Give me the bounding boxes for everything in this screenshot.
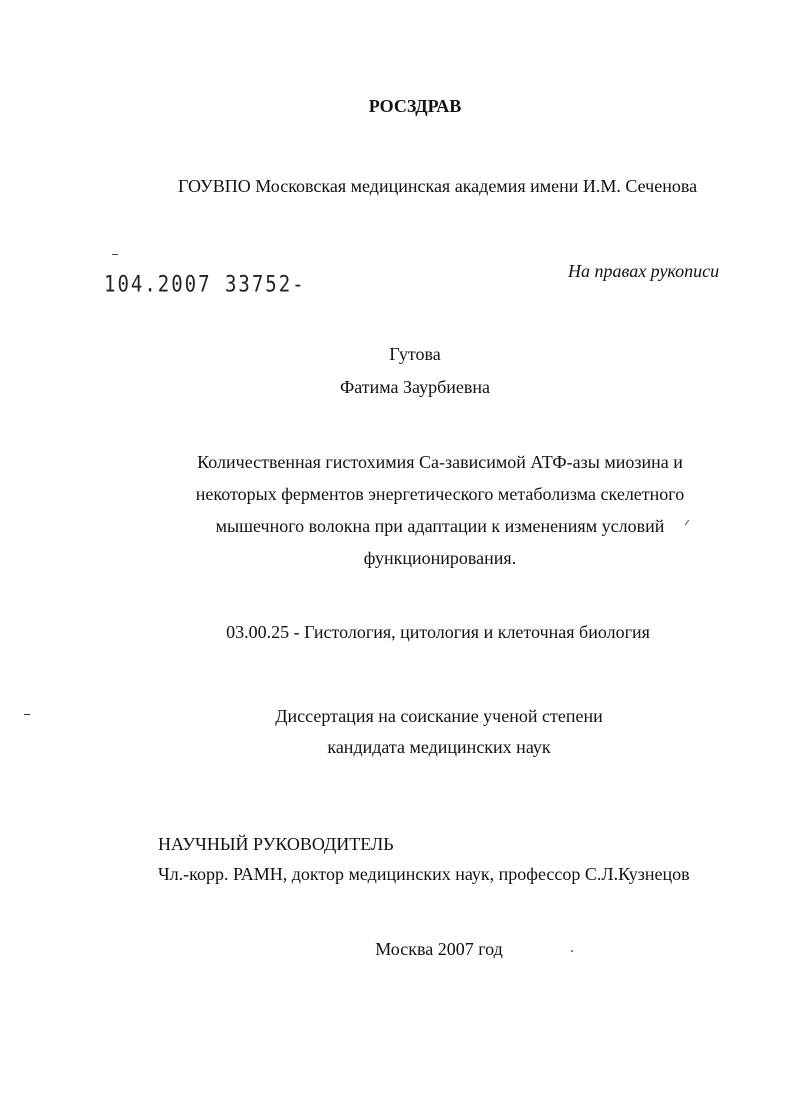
thesis-title-line-1: Количественная гистохимия Са-зависимой АТФ-азы миозина и	[197, 452, 683, 472]
registration-stamp-number: 104.2007 33752-	[104, 272, 306, 298]
city-year: Москва 2007 год	[375, 939, 503, 959]
page-title-organization: РОСЗДРАВ	[368, 96, 462, 116]
degree-line-1: Диссертация на соискание ученой степени	[275, 706, 603, 726]
thesis-title-line-2: некоторых ферментов энергетического метаболизма скелетного	[195, 484, 685, 504]
rights-note: На правах рукописи	[568, 261, 720, 281]
thesis-title-line-3: мышечного волокна при адаптации к изменениям условий	[215, 516, 665, 536]
registration-stamp-mark	[112, 254, 118, 255]
specialty-code: 03.00.25 - Гистология, цитология и клеточная биология	[226, 622, 650, 642]
supervisor-heading: НАУЧНЫЙ РУКОВОДИТЕЛЬ	[158, 834, 394, 854]
author-surname: Гутова	[389, 344, 441, 364]
institution-name: ГОУВПО Московская медицинская академия имени И.М. Сеченова	[178, 176, 698, 196]
degree-line-2: кандидата медицинских наук	[327, 737, 551, 757]
scan-dot-mark	[571, 950, 573, 952]
author-given-names: Фатима Заурбиевна	[340, 377, 490, 397]
thesis-title-line-4: функционирования.	[363, 548, 517, 568]
supervisor-name: Чл.-корр. РАМН, доктор медицинских наук, профессор С.Л.Кузнецов	[158, 864, 690, 884]
